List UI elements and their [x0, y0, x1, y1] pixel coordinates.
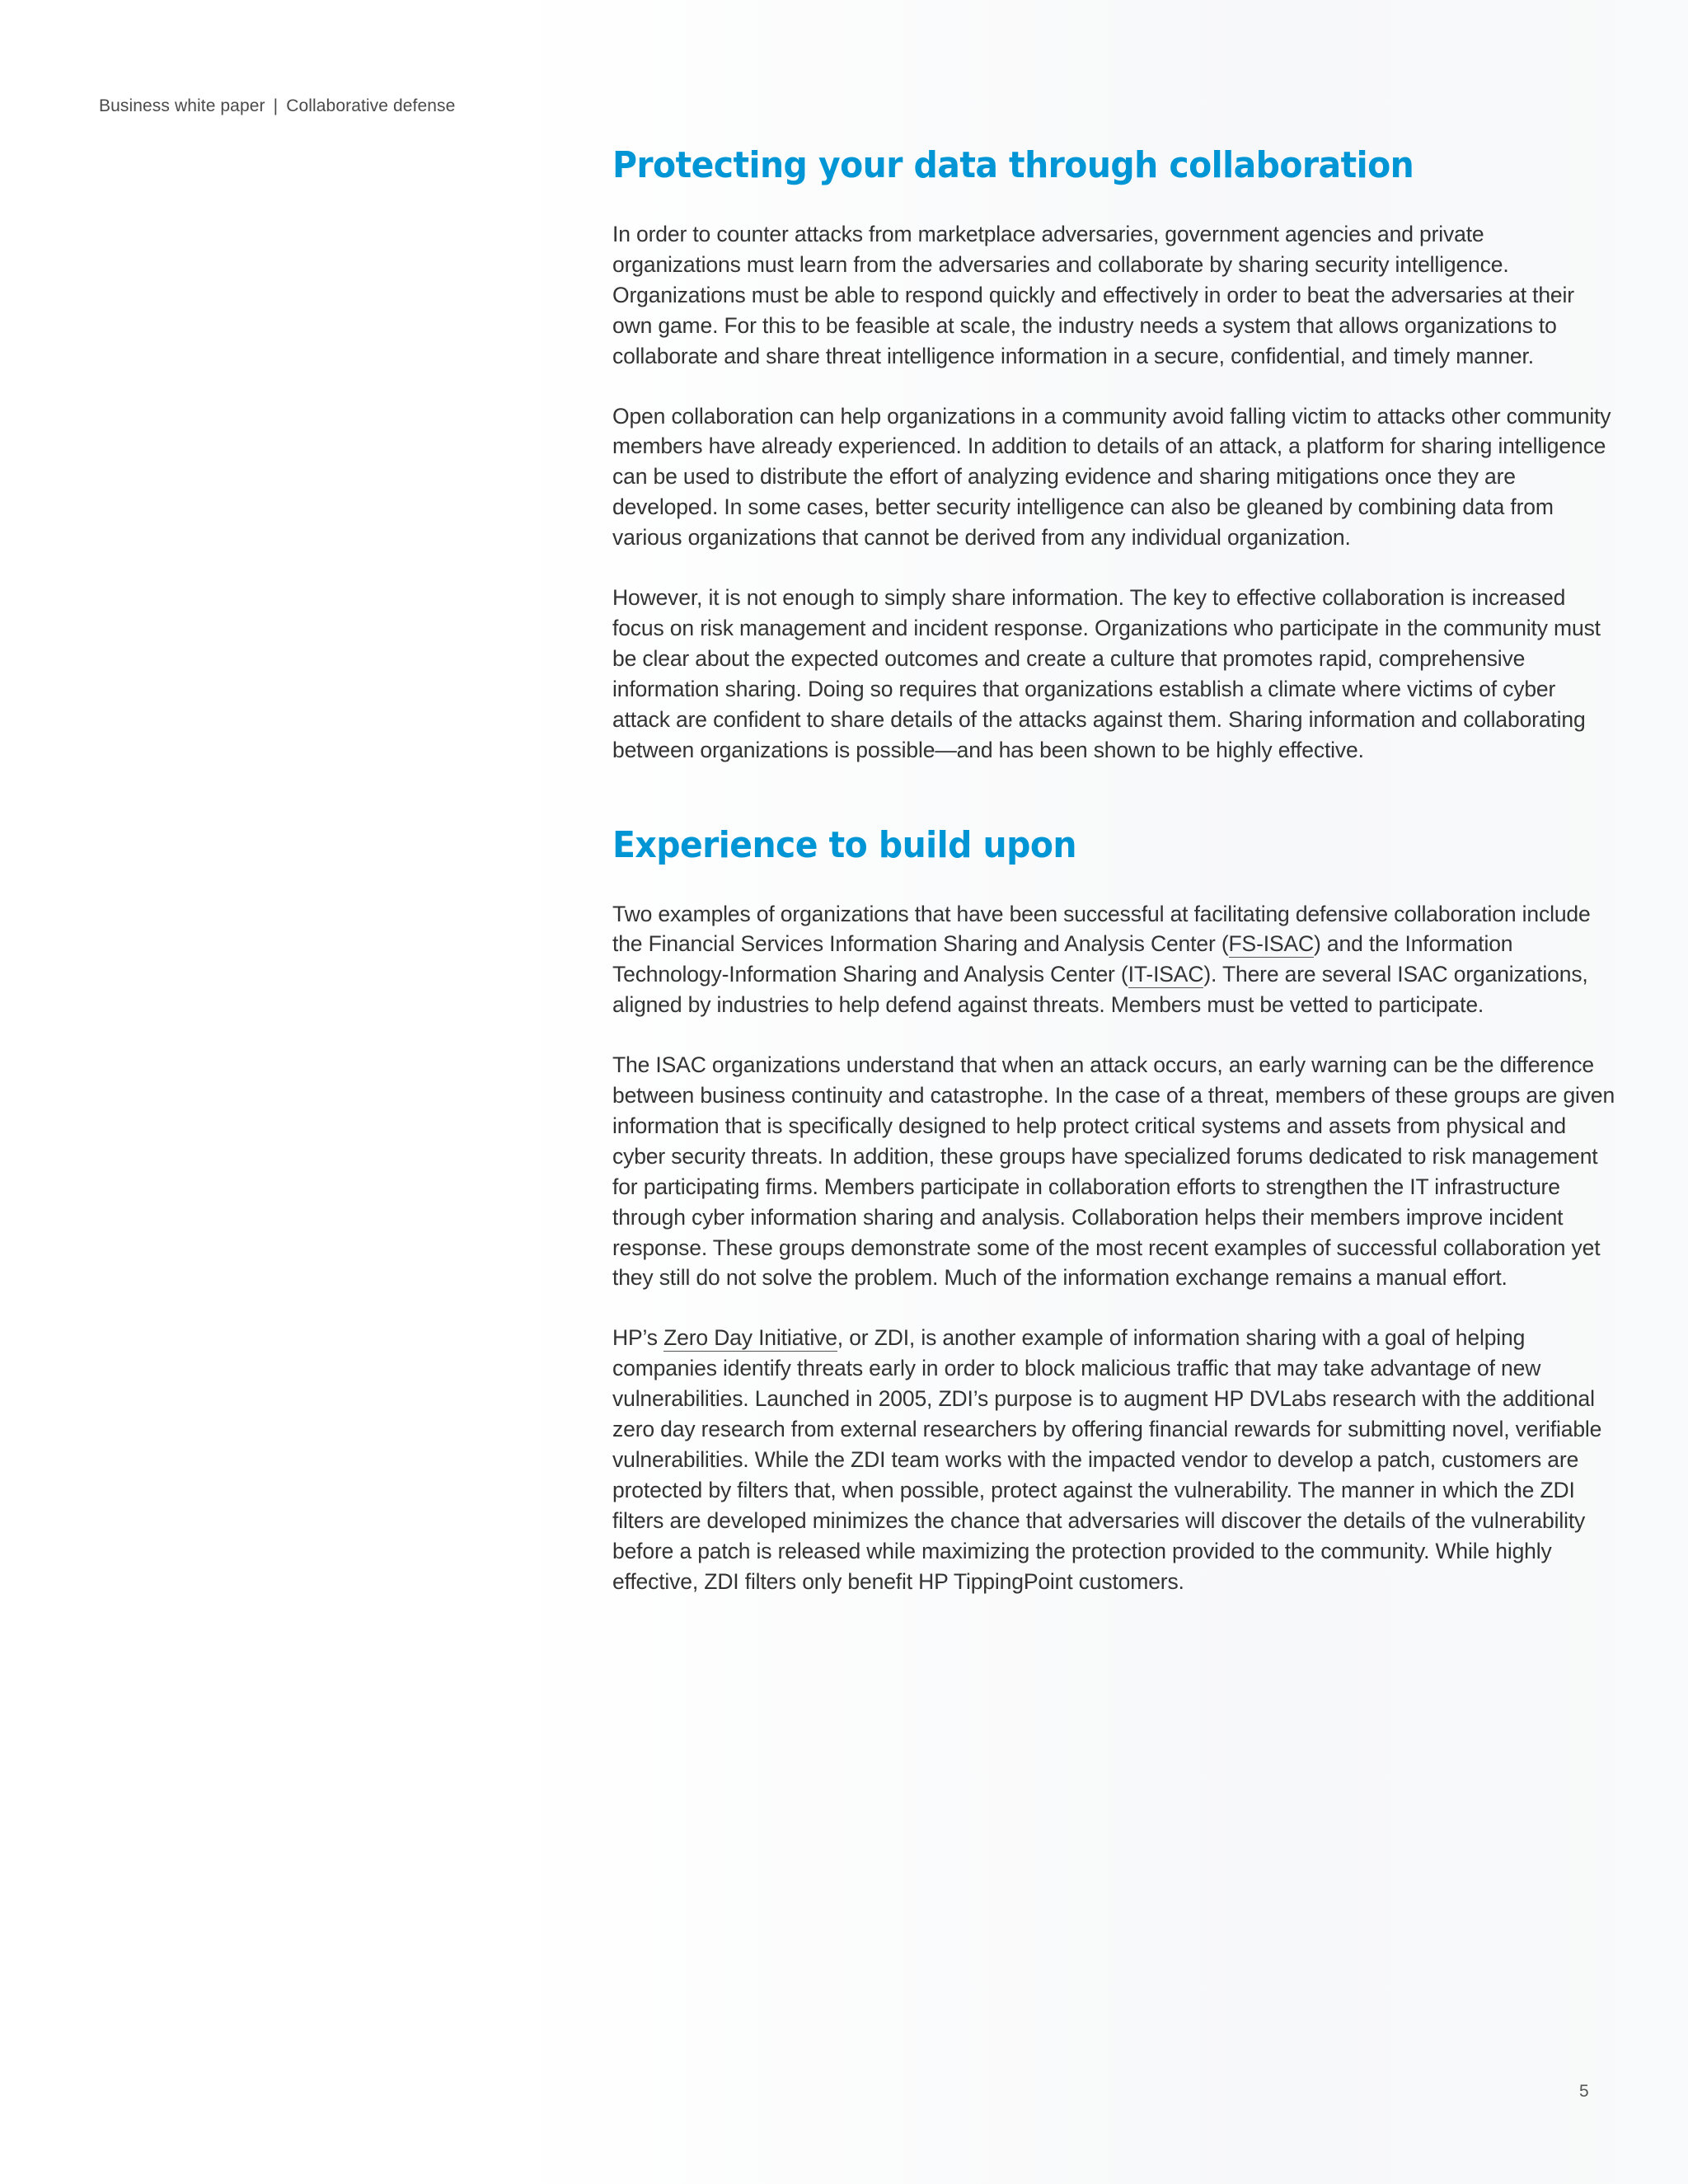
document-title: Collaborative defense	[286, 96, 456, 115]
paragraph-text: ). There are several ISAC organizations, aligned by industries to help defend against threats. Members must be vetted to participate.	[612, 962, 1588, 1018]
paragraph-text: HP’s	[612, 1325, 664, 1351]
paragraph: In order to counter attacks from marketplace adversaries, government agencies and private organizations must learn from the adversaries and collaborate by sharing security intelligence. Organizations must be able to respond quickly and effectively in order to beat the adversaries at their own game. For this to be feasible at scale, the industry needs a system that allows organizations to collaborate and share threat intelligence information in a secure, confidential, and timely manner.	[612, 222, 1574, 368]
paragraph: However, it is not enough to simply share information. The key to effective collaboration is increased focus on risk management and incident response. Organizations who participate in the community must be clear about the expected outcomes and create a culture that promotes rapid, comprehensive information sharing. Doing so requires that organizations establish a climate where victims of cyber attack are confident to share details of the attacks against them. Sharing information and collaborating between organizations is possible—and has been shown to be highly effective.	[612, 585, 1601, 762]
paragraph: Open collaboration can help organizations in a community avoid falling victim to attacks other community members have already experienced. In addition to details of an attack, a platform for sharing intelligence can be used to distribute the effort of analyzing evidence and sharing mitigations once they are developed. In some cases, better security intelligence can also be gleaned by combining data from various organizations that cannot be derived from any individual organization.	[612, 403, 1611, 551]
page-number: 5	[1579, 2082, 1589, 2101]
header-separator: |	[273, 96, 279, 115]
document-type: Business white paper	[99, 96, 265, 115]
paragraph	[612, 899, 1618, 1021]
paragraph-text: , or ZDI, is another example of information sharing with a goal of helping companies identify threats early in order to block malicious traffic that may take advantage of new vulnerabilities. Launched in 2005, ZDI’s purpose is to augment HP DVLabs research with the additional zero day research from external researchers by offering financial rewards for submitting novel, verifiable vulnerabilities. While the ZDI team works with the impacted vendor to develop a patch, customers are protected by filters that, when possible, protect against the vulnerability. The manner in which the ZDI filters are developed minimizes the chance that adversaries will discover the details of the vulnerability before a patch is released while maximizing the protection provided to the community. While highly effective, ZDI filters only benefit HP TippingPoint customers.	[612, 1325, 1602, 1594]
zero-day-initiative-link[interactable]: Zero Day Initiative	[663, 1325, 837, 1351]
paragraph: The ISAC organizations understand that when an attack occurs, an early warning can be the difference between business continuity and catastrophe. In the case of a threat, members of these groups are given information that is specifically designed to help protect critical systems and assets from physical and cyber security threats. In addition, these groups have specialized forums dedicated to risk management for participating firms. Members participate in collaboration efforts to strengthen the IT infrastructure through cyber information sharing and analysis. Collaboration helps their members improve incident response. These groups demonstrate some of the most recent examples of successful collaboration yet they still do not solve the problem. Much of the information exchange remains a manual effort.	[612, 1052, 1615, 1291]
paragraph-text: ) and the Information Technology-Information Sharing and Analysis Center (	[612, 931, 1513, 987]
main-content	[612, 142, 1618, 1627]
paragraph-text: Two examples of organizations that have been successful at facilitating defensive collaboration include the Financial Services Information Sharing and Analysis Center (	[612, 901, 1591, 957]
fs-isac-link[interactable]: FS-ISAC	[1228, 931, 1315, 957]
section-heading-experience: Experience to build upon	[612, 823, 1076, 866]
it-isac-link[interactable]: IT-ISAC	[1128, 962, 1204, 987]
section-heading-protecting-data: Protecting your data through collaboration	[612, 144, 1414, 186]
running-header	[99, 96, 455, 116]
paragraph	[612, 1323, 1618, 1596]
